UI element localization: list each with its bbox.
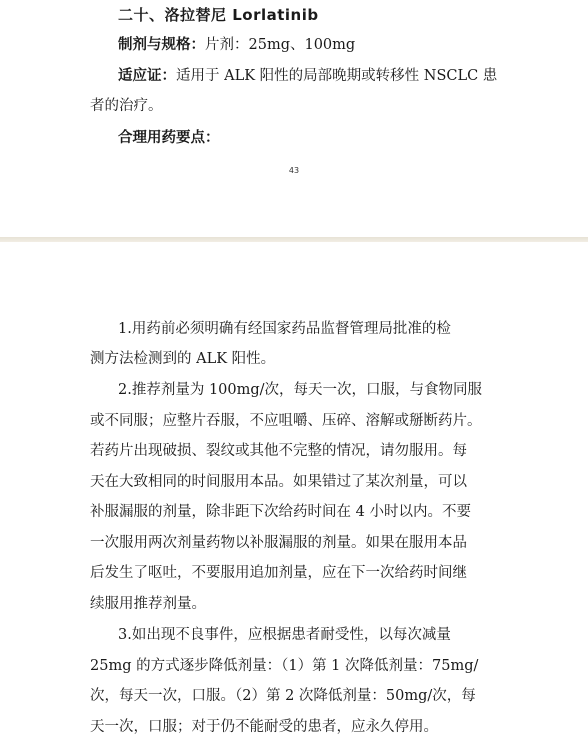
indication-text-1: 适用于 ALK 阳性的局部晚期或转移性 NSCLC 患 — [176, 68, 498, 84]
point-3-line-1: 3.如出现不良事件，应根据患者耐受性，以每次减量 — [118, 627, 451, 643]
key-points-label: 合理用药要点： — [118, 130, 220, 146]
point-2-line-3: 若药片出现破损、裂纹或其他不完整的情况，请勿服用。每 — [90, 443, 467, 459]
point-3-line-2: 25mg 的方式逐步降低剂量：（1）第 1 次降低剂量：75mg/ — [90, 658, 479, 674]
page-44 — [0, 242, 588, 752]
page-43 — [0, 0, 588, 237]
indication-line-1 — [118, 67, 497, 85]
point-2-line-8: 续服用推荐剂量。 — [90, 596, 206, 612]
point-2-line-7: 后发生了呕吐，不要服用追加剂量，应在下一次给药时间继 — [90, 565, 467, 581]
page-number: 43 — [288, 166, 300, 175]
spec-value: 片剂：25mg、100mg — [205, 37, 356, 53]
point-2-line-6: 一次服用两次剂量药物以补服漏服的剂量。如果在服用本品 — [90, 535, 467, 551]
indication-label: 适应证： — [118, 68, 176, 84]
point-2-line-4: 天在大致相同的时间服用本品。如果错过了某次剂量，可以 — [90, 474, 467, 490]
point-1-line-1: 1.用药前必须明确有经国家药品监督管理局批准的检 — [118, 321, 451, 337]
spec-label: 制剂与规格： — [118, 37, 205, 53]
point-3-line-4: 天一次，口服；对于仍不能耐受的患者，应永久停用。 — [90, 719, 438, 735]
drug-heading: 二十、洛拉替尼 Lorlatinib — [118, 6, 319, 24]
point-2-line-5: 补服漏服的剂量，除非距下次给药时间在 4 小时以内。不要 — [90, 504, 471, 520]
point-2-line-1: 2.推荐剂量为 100mg/次，每天一次，口服，与食物同服 — [118, 382, 483, 398]
spec-line — [118, 36, 355, 54]
indication-line-2: 者的治疗。 — [90, 98, 163, 114]
point-2-line-2: 或不同服；应整片吞服，不应咀嚼、压碎、溶解或掰断药片。 — [90, 413, 482, 429]
point-3-line-3: 次，每天一次，口服。（2）第 2 次降低剂量：50mg/次，每 — [90, 688, 476, 704]
point-1-line-2: 测方法检测到的 ALK 阳性。 — [90, 351, 276, 367]
